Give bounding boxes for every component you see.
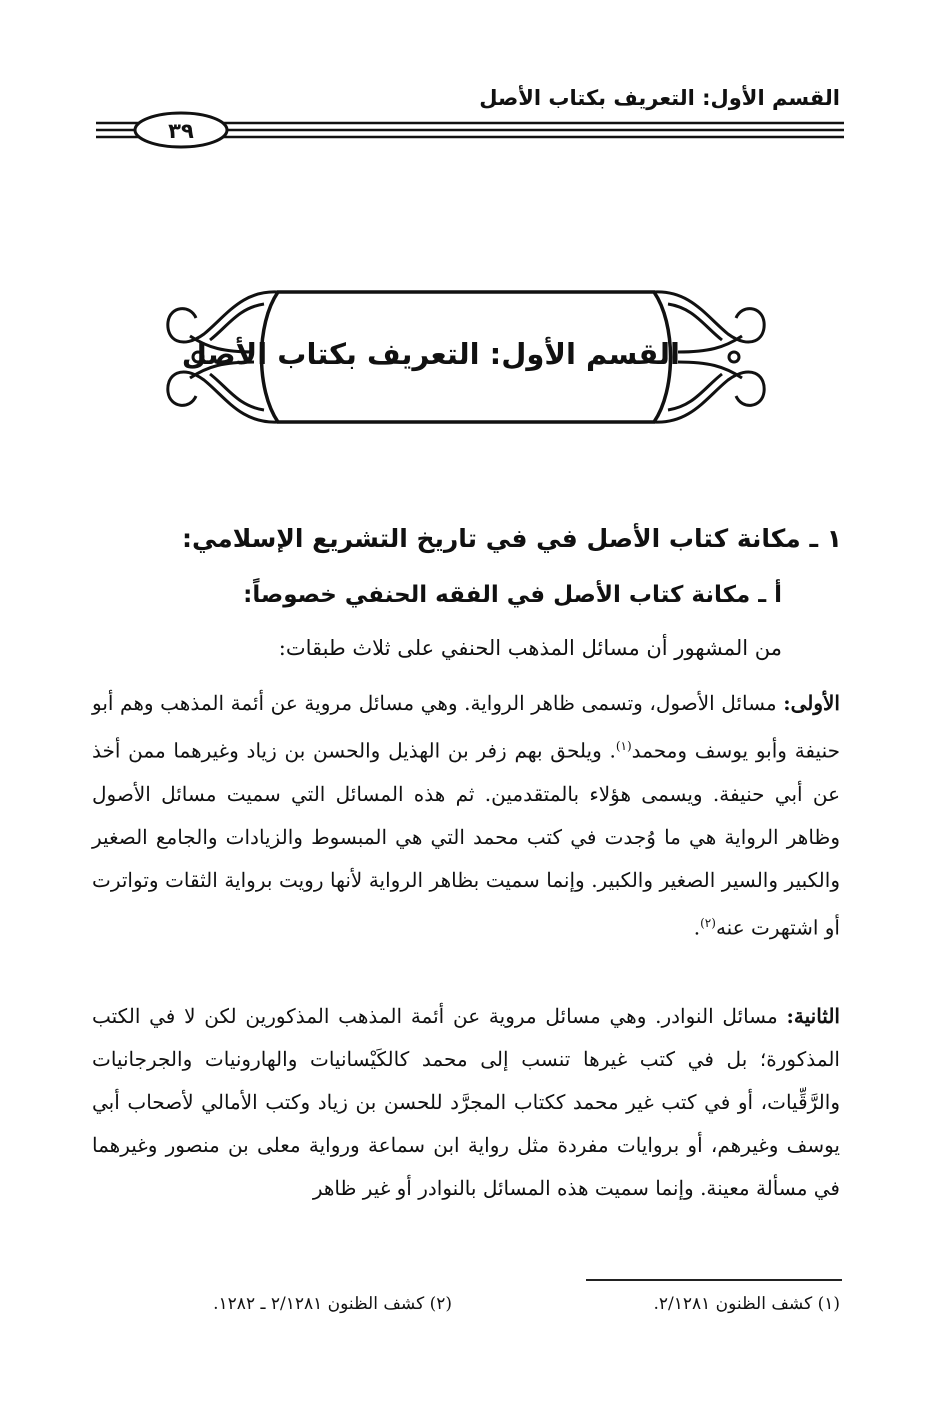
paragraph-first-tier xyxy=(92,682,840,949)
footnote-ref: (١) xyxy=(615,739,632,753)
footnote-separator xyxy=(586,1279,842,1281)
paragraph-text: مسائل النوادر. وهي مسائل مروية عن أئمة المذهب المذكورين لكن لا في الكتب المذكورة؛ بل في كتب غيرها تنسب إلى محمد كالكَيْسانيات والهارونيات والجرجانيات والرَّقِّيات، أو في كتب غير محمد ككتاب المجرَّد للحسن بن زياد وكتب الأمالي لأصحاب أبي يوسف وغيرهم، أو بروايات مفردة مثل رواية ابن سماعة ورواية معلى بن منصور وغيرهما في مسألة معينة. وإنما سميت هذه المسائل بالنوادر أو غير ظاهر xyxy=(92,1004,840,1200)
heading-2: أ ـ مكانة كتاب الأصل في الفقه الحنفي خصوصاً: xyxy=(243,582,782,608)
page-number: ٣٩ xyxy=(168,119,194,143)
header-rule-with-page-number xyxy=(96,110,844,150)
footnote-ref: (٢) xyxy=(700,915,716,930)
heading-1: ١ ـ مكانة كتاب الأصل في في تاريخ التشريع الإسلامي: xyxy=(181,524,842,553)
paragraph-lead: الثانية: xyxy=(786,1004,840,1028)
paragraph-lead: الأولى: xyxy=(783,691,840,715)
paragraph-second-tier xyxy=(92,995,840,1210)
running-header: القسم الأول: التعريف بكتاب الأصل xyxy=(479,86,840,110)
intro-line: من المشهور أن مسائل المذهب الحنفي على ثلاث طبقات: xyxy=(278,636,782,660)
paragraph-text: . ويلحق بهم زفر بن الهذيل والحسن بن زياد وغيرهما ممن أخذ عن أبي حنيفة. ويسمى هؤلاء بالمتقدمين. ثم هذه المسائل التي سميت مسائل الأصول وظاهر الرواية هي ما وُجدت في كتب محمد التي هي المبسوط والزيادات والجامع الصغير والكبير والسير الصغير والكبير. وإنما سميت بظاهر الرواية لأنها رويت برواية الثقات وتواترت أو اشتهرت عنه xyxy=(92,738,840,940)
paragraph-text: . xyxy=(693,915,701,940)
footnote-1: (١) كشف الظنون ٢/١٢٨١. xyxy=(653,1294,840,1314)
paragraph-text: مسائل الأصول، وتسمى ظاهر الرواية. وهي مسائل مروية عن أئمة المذهب وهم أبو حنيفة وأبو يوسف ومحمد xyxy=(92,691,840,763)
section-title: القسم الأول: التعريف بكتاب الأصل xyxy=(181,337,680,371)
footnote-2: (٢) كشف الظنون ٢/١٢٨١ ـ ١٢٨٢. xyxy=(213,1294,452,1314)
